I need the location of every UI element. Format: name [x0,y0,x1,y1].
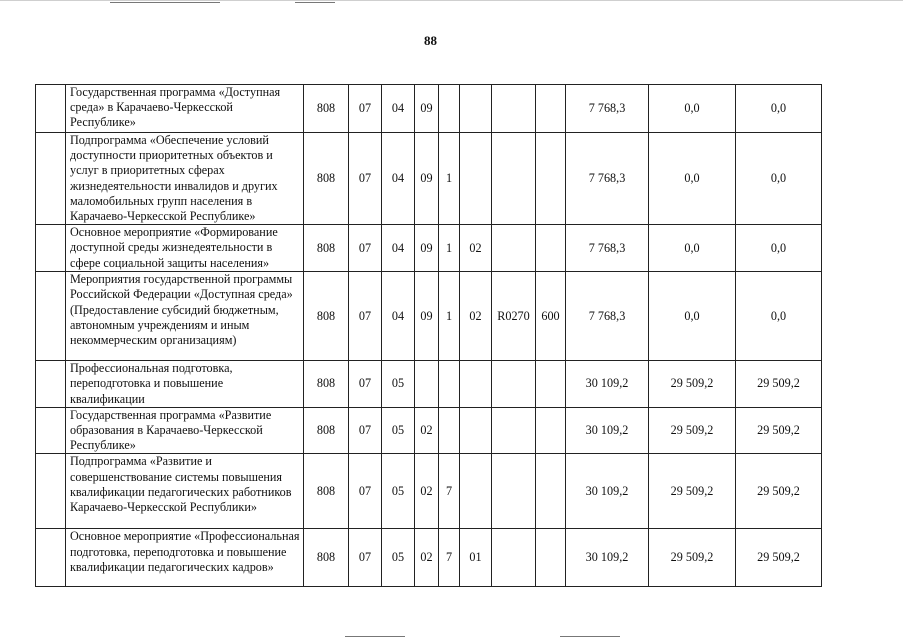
index-cell [36,225,66,272]
program-code: 09 [415,85,439,133]
subsection-code: 04 [382,133,415,225]
admin-code: 808 [304,529,349,587]
subprogram-code [439,361,460,408]
measure-code [460,454,492,529]
expense-type-code [536,454,566,529]
direction-code [492,407,536,454]
item-name: Государственная программа «Развитие образования в Карачаево-Черкесской Республике» [66,407,304,454]
amount-year-3: 0,0 [736,272,822,361]
index-cell [36,85,66,133]
scan-artifact-line [560,636,620,637]
page-number: 88 [424,33,437,48]
expense-type-code [536,225,566,272]
section-code: 07 [349,272,382,361]
subprogram-code: 7 [439,529,460,587]
admin-code: 808 [304,407,349,454]
amount-year-1: 30 109,2 [566,407,649,454]
section-code: 07 [349,133,382,225]
scan-artifact-line [110,2,220,3]
amount-year-2: 29 509,2 [649,407,736,454]
program-code: 09 [415,272,439,361]
item-name: Государственная программа «Доступная среда» в Карачаево-Черкесской Республике» [66,85,304,133]
section-code: 07 [349,85,382,133]
program-code: 02 [415,454,439,529]
program-code: 09 [415,225,439,272]
section-code: 07 [349,529,382,587]
amount-year-2: 0,0 [649,85,736,133]
amount-year-1: 30 109,2 [566,361,649,408]
amount-year-3: 29 509,2 [736,529,822,587]
table-row [36,225,822,272]
measure-code: 02 [460,225,492,272]
table-row [36,133,822,225]
subsection-code: 05 [382,407,415,454]
direction-code: R0270 [492,272,536,361]
index-cell [36,272,66,361]
subprogram-code [439,85,460,133]
subsection-code: 05 [382,454,415,529]
expense-type-code [536,133,566,225]
item-name: Основное мероприятие «Формирование доступной среды жизнедеятельности в сфере социальной защиты населения» [66,225,304,272]
program-code [415,361,439,408]
direction-code [492,133,536,225]
amount-year-2: 0,0 [649,272,736,361]
admin-code: 808 [304,454,349,529]
subprogram-code: 1 [439,272,460,361]
admin-code: 808 [304,85,349,133]
subprogram-code [439,407,460,454]
program-code: 09 [415,133,439,225]
item-name: Основное мероприятие «Профессиональная подготовка, переподготовка и повышение квалификации педагогических кадров» [66,529,304,587]
direction-code [492,529,536,587]
amount-year-1: 7 768,3 [566,272,649,361]
direction-code [492,454,536,529]
measure-code: 01 [460,529,492,587]
item-name: Подпрограмма «Обеспечение условий доступности приоритетных объектов и услуг в приоритетных сферах жизнедеятельности инвалидов и других маломобильных групп населения в Карачаево-Черкесской Республике» [66,133,304,225]
measure-code [460,85,492,133]
table-row [36,361,822,408]
budget-table [35,84,822,587]
direction-code [492,225,536,272]
subprogram-code: 7 [439,454,460,529]
admin-code: 808 [304,133,349,225]
subsection-code: 05 [382,529,415,587]
direction-code [492,361,536,408]
measure-code: 02 [460,272,492,361]
expense-type-code [536,85,566,133]
amount-year-2: 29 509,2 [649,529,736,587]
direction-code [492,85,536,133]
subsection-code: 04 [382,85,415,133]
amount-year-3: 29 509,2 [736,361,822,408]
admin-code: 808 [304,272,349,361]
item-name: Профессиональная подготовка, переподготовка и повышение квалификации [66,361,304,408]
amount-year-2: 29 509,2 [649,361,736,408]
amount-year-1: 30 109,2 [566,529,649,587]
index-cell [36,361,66,408]
subprogram-code: 1 [439,133,460,225]
amount-year-3: 29 509,2 [736,407,822,454]
program-code: 02 [415,529,439,587]
amount-year-2: 29 509,2 [649,454,736,529]
measure-code [460,133,492,225]
index-cell [36,133,66,225]
measure-code [460,361,492,408]
amount-year-1: 30 109,2 [566,454,649,529]
subprogram-code: 1 [439,225,460,272]
amount-year-3: 0,0 [736,133,822,225]
subsection-code: 05 [382,361,415,408]
admin-code: 808 [304,361,349,408]
table-row [36,454,822,529]
amount-year-3: 0,0 [736,225,822,272]
expense-type-code: 600 [536,272,566,361]
expense-type-code [536,407,566,454]
amount-year-1: 7 768,3 [566,133,649,225]
subsection-code: 04 [382,272,415,361]
section-code: 07 [349,361,382,408]
section-code: 07 [349,225,382,272]
expense-type-code [536,361,566,408]
item-name: Мероприятия государственной программы Российской Федерации «Доступная среда» (Предоставление субсидий бюджетным, автономным учреждениям и иным некоммерческим организациям) [66,272,304,361]
index-cell [36,454,66,529]
admin-code: 808 [304,225,349,272]
amount-year-1: 7 768,3 [566,225,649,272]
amount-year-2: 0,0 [649,133,736,225]
measure-code [460,407,492,454]
section-code: 07 [349,454,382,529]
section-code: 07 [349,407,382,454]
amount-year-3: 0,0 [736,85,822,133]
program-code: 02 [415,407,439,454]
table-row [36,407,822,454]
amount-year-2: 0,0 [649,225,736,272]
table-row [36,85,822,133]
table-body [36,85,822,587]
subsection-code: 04 [382,225,415,272]
scan-artifact-line [345,636,405,637]
scan-artifact-line [295,2,335,3]
index-cell [36,407,66,454]
table-row [36,272,822,361]
table-row [36,529,822,587]
item-name: Подпрограмма «Развитие и совершенствование системы повышения квалификации педагогических работников Карачаево-Черкесской Республики» [66,454,304,529]
amount-year-1: 7 768,3 [566,85,649,133]
amount-year-3: 29 509,2 [736,454,822,529]
expense-type-code [536,529,566,587]
index-cell [36,529,66,587]
